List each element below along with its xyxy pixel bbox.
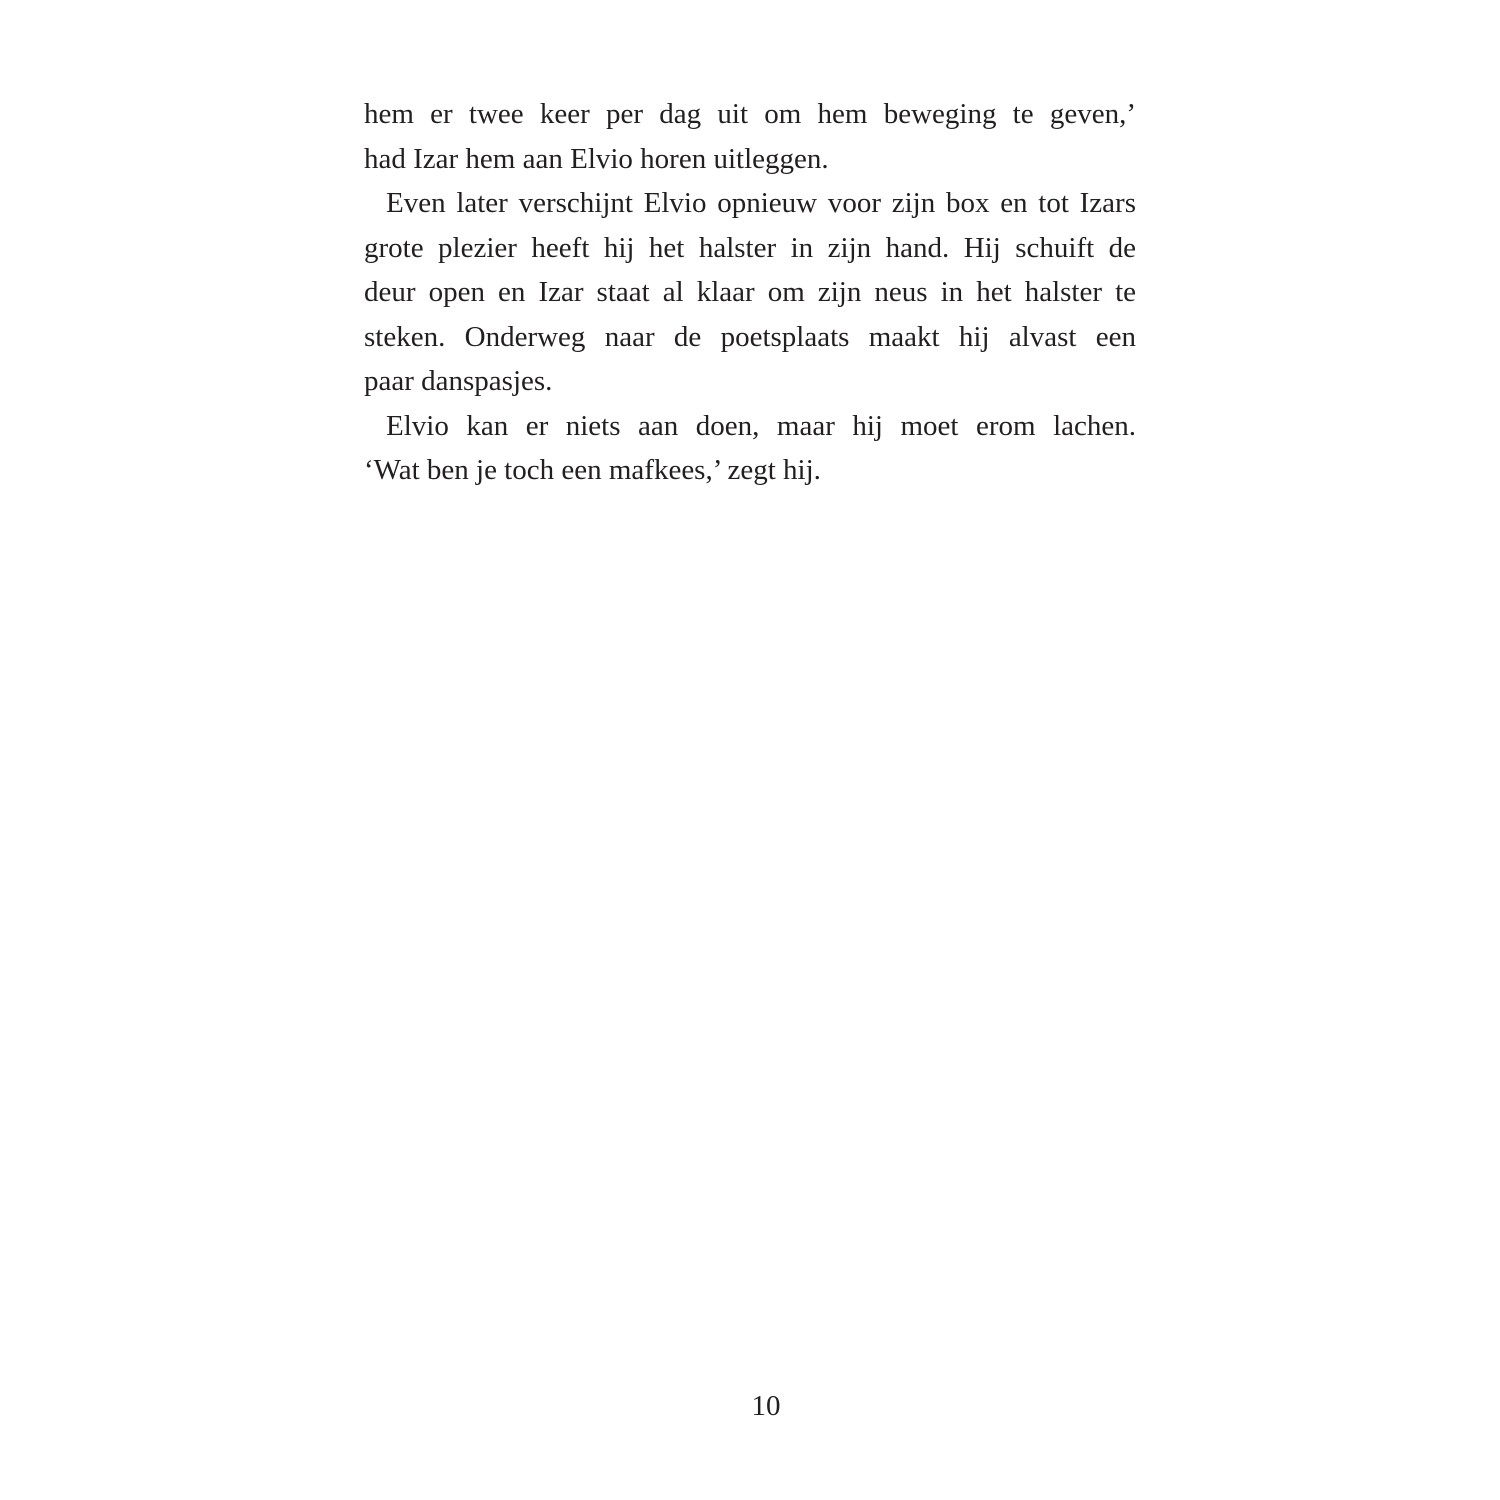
text-line: deur open en Izar staat al klaar om zijn neus in het halster te: [364, 276, 1136, 308]
text-line: steken. Onderweg naar de poetsplaats maakt hij alvast een: [364, 320, 1136, 353]
text-line: hem er twee keer per dag uit om hem beweging te geven,’: [364, 98, 1136, 130]
text-line: Elvio kan er niets aan doen, maar hij moet erom lachen.: [386, 409, 1136, 442]
text-line: had Izar hem aan Elvio horen uitleggen.: [364, 142, 829, 175]
text-line: Even later verschijnt Elvio opnieuw voor zijn box en tot Izars: [386, 187, 1136, 219]
text-line: grote plezier heeft hij het halster in zijn hand. Hij schuift de: [364, 231, 1136, 264]
page-number: 10: [751, 1390, 781, 1422]
body-text: [364, 92, 1136, 493]
text-line: ‘Wat ben je toch een mafkees,’ zegt hij.: [364, 454, 821, 486]
text-line: paar danspasjes.: [364, 365, 553, 397]
